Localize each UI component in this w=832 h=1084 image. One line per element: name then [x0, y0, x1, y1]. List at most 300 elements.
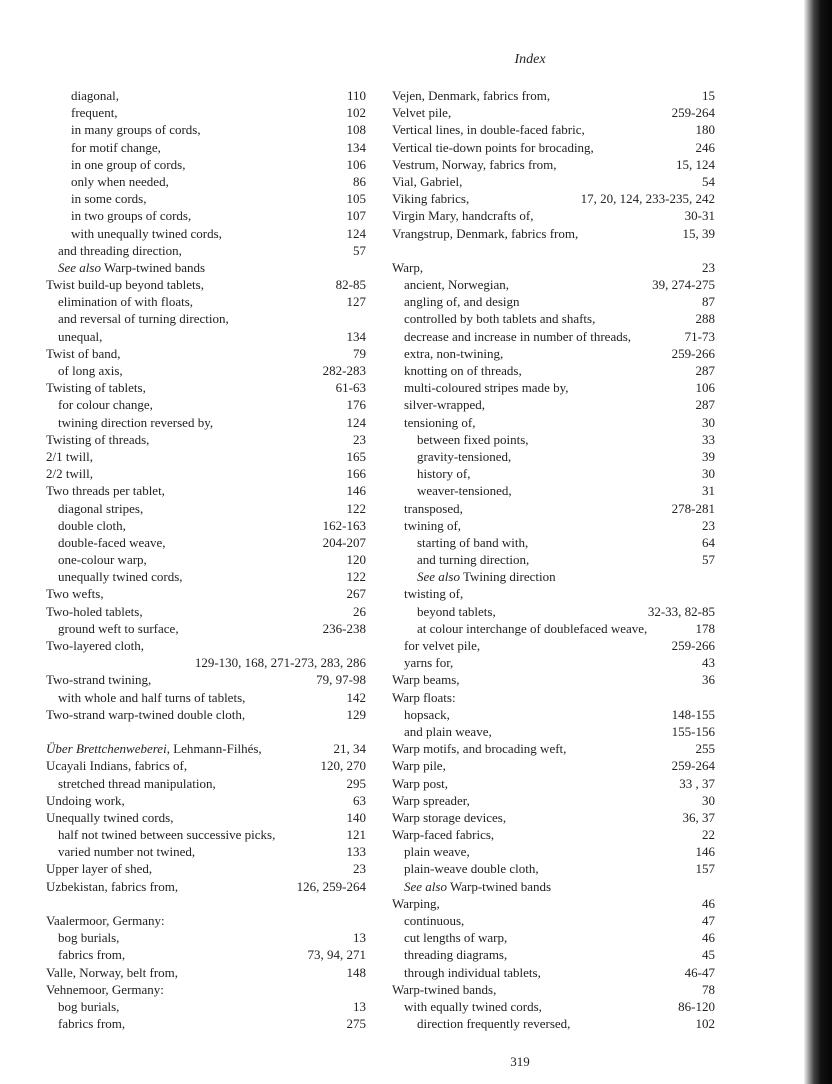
index-term-text: Two-holed tablets,	[46, 603, 143, 619]
page-references: 157	[695, 861, 715, 877]
page-references: 30	[702, 414, 715, 430]
index-term	[392, 259, 423, 276]
index-term-text: 2/2 twill,	[46, 466, 93, 482]
page-references: 30	[702, 792, 715, 808]
index-entry	[46, 981, 366, 998]
index-term-text: Warp spreader,	[392, 792, 470, 808]
index-term-text: between fixed points,	[417, 431, 529, 447]
index-entry	[392, 981, 715, 998]
index-term-text: Uzbekistan, fabrics from,	[46, 878, 179, 894]
index-entry	[392, 500, 715, 517]
index-term-text: Warp-twined bands	[103, 259, 206, 275]
index-entry	[46, 826, 366, 843]
page-references: 82-85	[335, 277, 366, 293]
page-references: 140	[346, 809, 366, 825]
index-term	[392, 104, 451, 121]
index-term	[392, 293, 520, 310]
index-term-text: plain weave,	[404, 844, 470, 860]
page-references: 129-130, 168, 271-273, 283, 286	[194, 655, 366, 671]
index-entry	[46, 276, 366, 293]
page-references: 120	[346, 552, 366, 568]
index-term-text: Vertical tie-down points for brocading,	[392, 139, 594, 155]
page-references: 36	[702, 672, 715, 688]
index-entry	[46, 293, 366, 310]
page-references: 204-207	[322, 534, 366, 550]
index-term	[46, 585, 104, 602]
running-head: Index	[514, 52, 546, 67]
index-term-text: Warp storage devices,	[392, 809, 507, 825]
index-entry	[392, 345, 715, 362]
page-references: 166	[346, 466, 366, 482]
index-term-text: Lehmann-Filhés,	[173, 741, 262, 757]
index-entry	[46, 654, 366, 671]
page-references: 259-264	[671, 758, 715, 774]
index-term	[392, 981, 496, 998]
index-entry	[392, 809, 715, 826]
page-references: 17, 20, 124, 233-235, 242	[580, 191, 715, 207]
index-term-text: Twisting of threads,	[46, 431, 150, 447]
index-term-text: Unequally twined cords,	[46, 809, 174, 825]
index-term-text: extra, non-twining,	[404, 345, 504, 361]
index-term-text: cut lengths of warp,	[404, 930, 508, 946]
index-term	[46, 379, 146, 396]
index-term	[392, 225, 578, 242]
index-term-text: direction frequently reversed,	[417, 1016, 571, 1032]
see-also-label: See also	[417, 569, 460, 585]
index-term	[392, 843, 470, 860]
page-references: 255	[695, 741, 715, 757]
index-term	[46, 225, 222, 242]
index-term	[392, 551, 529, 568]
index-term	[392, 946, 507, 963]
page-references: 180	[695, 122, 715, 138]
index-entry	[46, 585, 366, 602]
index-term	[46, 637, 144, 654]
index-term	[46, 998, 119, 1015]
index-entry	[392, 276, 715, 293]
index-entry	[46, 500, 366, 517]
index-entry	[392, 534, 715, 551]
page-references: 33	[702, 431, 715, 447]
index-term-text: Ucayali Indians, fabrics of,	[46, 758, 188, 774]
index-entry	[46, 190, 366, 207]
page-references: 236-238	[322, 620, 366, 636]
index-entry	[46, 121, 366, 138]
index-term	[392, 87, 550, 104]
page-references: 287	[695, 397, 715, 413]
index-term	[392, 723, 492, 740]
index-entry	[392, 689, 715, 706]
index-entry	[392, 723, 715, 740]
page-references: 23	[353, 431, 366, 447]
index-term	[46, 173, 169, 190]
index-term	[392, 121, 585, 138]
index-term	[392, 689, 456, 706]
page-references: 43	[702, 655, 715, 671]
index-term-text: bog burials,	[58, 930, 120, 946]
index-term	[46, 482, 165, 499]
index-term-text: yarns for,	[404, 655, 454, 671]
index-term-text: ancient, Norwegian,	[404, 277, 510, 293]
index-entry	[46, 328, 366, 345]
page-edge-shadow	[804, 0, 832, 1084]
index-term	[392, 878, 551, 895]
index-term	[392, 568, 556, 585]
index-term-text: in two groups of cords,	[71, 208, 192, 224]
index-term	[46, 671, 151, 688]
index-entry	[392, 895, 715, 912]
index-term-text: Vertical lines, in double-faced fabric,	[392, 122, 585, 138]
index-term-text: ground weft to surface,	[58, 620, 179, 636]
index-entry	[46, 379, 366, 396]
index-term	[46, 362, 123, 379]
index-term-text: with equally twined cords,	[404, 998, 542, 1014]
index-entry	[392, 173, 715, 190]
index-term-text: double-faced weave,	[58, 534, 166, 550]
page-references: 134	[346, 139, 366, 155]
index-term-text: and turning direction,	[417, 552, 530, 568]
index-entry	[392, 912, 715, 929]
index-entry	[46, 173, 366, 190]
index-term	[46, 500, 143, 517]
index-term	[392, 637, 480, 654]
index-term-text: varied number not twined,	[58, 844, 196, 860]
page-references: 15, 124	[676, 156, 715, 172]
page-references: 259-264	[671, 105, 715, 121]
index-column-right	[392, 87, 715, 1032]
index-term-text: frequent,	[71, 105, 118, 121]
page-references: 165	[346, 448, 366, 464]
index-term	[392, 276, 509, 293]
index-term-text: angling of, and design	[404, 294, 520, 310]
page-references: 79	[353, 345, 366, 361]
index-entry	[46, 689, 366, 706]
index-term-text: for motif change,	[71, 139, 161, 155]
index-entry	[392, 414, 715, 431]
index-entry	[392, 929, 715, 946]
index-entry	[46, 482, 366, 499]
index-entry	[46, 362, 366, 379]
page-references: 162-163	[322, 517, 366, 533]
index-entry	[392, 740, 715, 757]
index-term-text: beyond tablets,	[417, 603, 496, 619]
page-references: 63	[353, 792, 366, 808]
index-entry	[46, 620, 366, 637]
index-term	[392, 431, 529, 448]
index-term-text: Virgin Mary, handcrafts of,	[392, 208, 534, 224]
index-term	[392, 396, 485, 413]
index-term-text: only when needed,	[71, 173, 169, 189]
index-term-text: weaver-tensioned,	[417, 483, 512, 499]
index-entry	[392, 465, 715, 482]
index-term	[392, 998, 542, 1015]
page-references: 47	[702, 913, 715, 928]
page-references: 36, 37	[682, 809, 715, 825]
page-references: 15	[702, 88, 715, 103]
index-entry	[392, 104, 715, 121]
index-term-text: stretched thread manipulation,	[58, 775, 216, 791]
index-term	[392, 173, 462, 190]
index-entry	[46, 551, 366, 568]
index-term-text: Warp-twined bands	[449, 878, 552, 894]
index-entry	[392, 396, 715, 413]
index-term	[46, 396, 153, 413]
index-entry	[46, 740, 366, 757]
index-term-text: continuous,	[404, 913, 465, 928]
page-references: 287	[695, 363, 715, 378]
index-entry	[46, 465, 366, 482]
index-term	[46, 448, 93, 465]
index-term-text: transposed,	[404, 500, 463, 516]
page-references: 21, 34	[333, 741, 366, 757]
index-term-text: and reversal of turning direction,	[58, 311, 229, 327]
page-references: 73, 94, 271	[307, 947, 366, 963]
page-references: 13	[353, 930, 366, 946]
index-term-text: fabrics from,	[58, 947, 126, 963]
index-term-text: controlled by both tablets and shafts,	[404, 311, 596, 327]
index-entry	[392, 964, 715, 981]
index-term	[46, 964, 178, 981]
index-entry	[392, 431, 715, 448]
page-references: 267	[346, 586, 366, 602]
index-entry	[46, 225, 366, 242]
index-term-text: Two-strand twining,	[46, 672, 152, 688]
page-references: 146	[346, 483, 366, 499]
index-term-text: Two threads per tablet,	[46, 483, 165, 499]
page-references: 295	[346, 775, 366, 791]
index-entry	[392, 637, 715, 654]
index-term-text: twisting of,	[404, 586, 464, 602]
index-entry	[392, 225, 715, 242]
index-term-text: knotting on of threads,	[404, 363, 522, 378]
page-references: 26	[353, 603, 366, 619]
index-entry	[392, 654, 715, 671]
index-term	[392, 860, 539, 877]
page-references: 46	[702, 930, 715, 946]
index-entry	[392, 826, 715, 843]
index-entry	[392, 121, 715, 138]
index-entry	[46, 946, 366, 963]
index-term	[46, 981, 164, 998]
see-also-label: See also	[58, 259, 101, 275]
index-term-text: silver-wrapped,	[404, 397, 485, 413]
index-term	[392, 1015, 570, 1032]
index-entry	[392, 482, 715, 499]
page-references: 120, 270	[320, 758, 366, 774]
index-term	[46, 809, 173, 826]
index-entry	[46, 104, 366, 121]
index-term	[392, 757, 446, 774]
page-references: 146	[695, 844, 715, 860]
index-entry	[392, 259, 715, 276]
index-term	[392, 603, 496, 620]
index-term-text: diagonal stripes,	[58, 500, 144, 516]
index-entry	[46, 139, 366, 156]
index-term-text: Warp motifs, and brocading weft,	[392, 741, 567, 757]
index-entry	[392, 448, 715, 465]
index-entry	[392, 293, 715, 310]
index-term-text: Valle, Norway, belt from,	[46, 964, 179, 980]
index-term	[46, 603, 143, 620]
index-term	[46, 860, 152, 877]
index-term-text: Warp,	[392, 259, 424, 275]
index-entry	[46, 706, 366, 723]
page-references: 134	[346, 328, 366, 344]
index-term-text: Warp-twined bands,	[392, 981, 497, 997]
index-entry	[392, 207, 715, 224]
index-term	[392, 964, 541, 981]
index-term-text: half not twined between successive picks,	[58, 827, 276, 843]
page-references: 102	[346, 105, 366, 121]
index-entry	[392, 517, 715, 534]
index-term-text: diagonal,	[71, 88, 120, 103]
page-references: 102	[695, 1016, 715, 1032]
index-term	[46, 706, 245, 723]
index-entry	[392, 190, 715, 207]
index-term-text: in many groups of cords,	[71, 122, 201, 138]
index-term	[46, 345, 121, 362]
page-references: 282-283	[322, 363, 366, 378]
page-references: 86-120	[678, 998, 715, 1014]
page-references: 79, 97-98	[316, 672, 366, 688]
index-entry	[46, 775, 366, 792]
page-references: 106	[346, 156, 366, 172]
index-term	[392, 706, 450, 723]
index-term	[392, 809, 506, 826]
index-term	[392, 482, 512, 499]
page-number: 319	[510, 1054, 530, 1069]
index-entry	[392, 775, 715, 792]
index-term	[46, 310, 229, 327]
index-term	[392, 465, 470, 482]
index-term-text: of long axis,	[58, 363, 123, 378]
index-entry	[46, 345, 366, 362]
index-term	[392, 310, 595, 327]
page-references: 64	[702, 534, 715, 550]
page-references: 133	[346, 844, 366, 860]
index-entry	[392, 878, 715, 895]
index-term	[46, 775, 216, 792]
page-references: 22	[702, 827, 715, 843]
index-term	[392, 585, 463, 602]
page-references: 45	[702, 947, 715, 963]
index-term-text: Warp floats:	[392, 689, 456, 705]
page-references: 288	[695, 311, 715, 327]
index-term-text: Upper layer of shed,	[46, 861, 153, 877]
index-entry	[392, 757, 715, 774]
index-term-text: gravity-tensioned,	[417, 448, 512, 464]
section-gap	[46, 895, 366, 912]
page-references: 30-31	[684, 208, 715, 224]
index-entry	[46, 207, 366, 224]
index-term	[392, 345, 503, 362]
page-references: 259-266	[671, 345, 715, 361]
index-term-text: starting of band with,	[417, 534, 529, 550]
index-term-text: twining direction reversed by,	[58, 414, 214, 430]
index-term	[46, 207, 191, 224]
index-term	[46, 242, 182, 259]
index-term-text: Vaalermoor, Germany:	[46, 913, 165, 928]
page-references: 54	[702, 173, 715, 189]
index-term-text: hopsack,	[404, 706, 450, 722]
index-term	[46, 534, 166, 551]
page-references: 142	[346, 689, 366, 705]
page-references: 275	[346, 1016, 366, 1032]
index-term-text: Twist build-up beyond tablets,	[46, 277, 204, 293]
index-term-text: Warp beams,	[392, 672, 460, 688]
index-term-text: through individual tablets,	[404, 964, 541, 980]
index-term	[46, 740, 262, 757]
index-entry	[46, 431, 366, 448]
page-references: 127	[346, 294, 366, 310]
index-term-text: unequally twined cords,	[58, 569, 183, 585]
section-gap	[392, 242, 715, 259]
section-gap	[46, 723, 366, 740]
index-term-text: with unequally twined cords,	[71, 225, 222, 241]
index-entry	[46, 156, 366, 173]
index-term-text: multi-coloured stripes made by,	[404, 380, 569, 396]
index-term-text: and threading direction,	[58, 242, 182, 258]
index-term-text: unequal,	[58, 328, 103, 344]
index-column-left	[46, 87, 366, 1032]
index-term-text: in one group of cords,	[71, 156, 186, 172]
index-entry	[46, 310, 366, 327]
index-term	[46, 551, 147, 568]
index-term	[46, 190, 146, 207]
page-references: 31	[702, 483, 715, 499]
index-entry	[46, 912, 366, 929]
index-term	[392, 379, 569, 396]
page-references: 33 , 37	[679, 775, 715, 791]
index-term-text: with whole and half turns of tablets,	[58, 689, 246, 705]
index-term	[46, 465, 93, 482]
index-entry	[46, 964, 366, 981]
index-term	[392, 500, 463, 517]
index-entry	[392, 706, 715, 723]
italic-title: Über Brettchenweberei,	[46, 741, 170, 757]
index-term	[46, 912, 165, 929]
page-references: 246	[695, 139, 715, 155]
index-entry	[392, 568, 715, 585]
index-term	[46, 757, 187, 774]
index-entry	[46, 87, 366, 104]
index-entry	[392, 1015, 715, 1032]
index-term-text: fabrics from,	[58, 1016, 126, 1032]
page-references: 23	[353, 861, 366, 877]
page-references: 124	[346, 414, 366, 430]
index-term	[46, 620, 179, 637]
index-entry	[46, 809, 366, 826]
index-term	[392, 156, 557, 173]
index-term	[46, 104, 118, 121]
index-entry	[46, 998, 366, 1015]
index-entry	[392, 998, 715, 1015]
index-term	[392, 912, 464, 929]
index-term	[392, 620, 647, 637]
index-term	[392, 671, 460, 688]
index-term-text: Two wefts,	[46, 586, 104, 602]
index-entry	[46, 603, 366, 620]
index-term-text: elimination of with floats,	[58, 294, 194, 310]
index-term-text: double cloth,	[58, 517, 126, 533]
index-entry	[392, 551, 715, 568]
page-references: 122	[346, 569, 366, 585]
index-entry	[392, 603, 715, 620]
index-entry	[392, 362, 715, 379]
page-references: 106	[695, 380, 715, 396]
page-references: 176	[346, 397, 366, 413]
index-term	[392, 826, 494, 843]
